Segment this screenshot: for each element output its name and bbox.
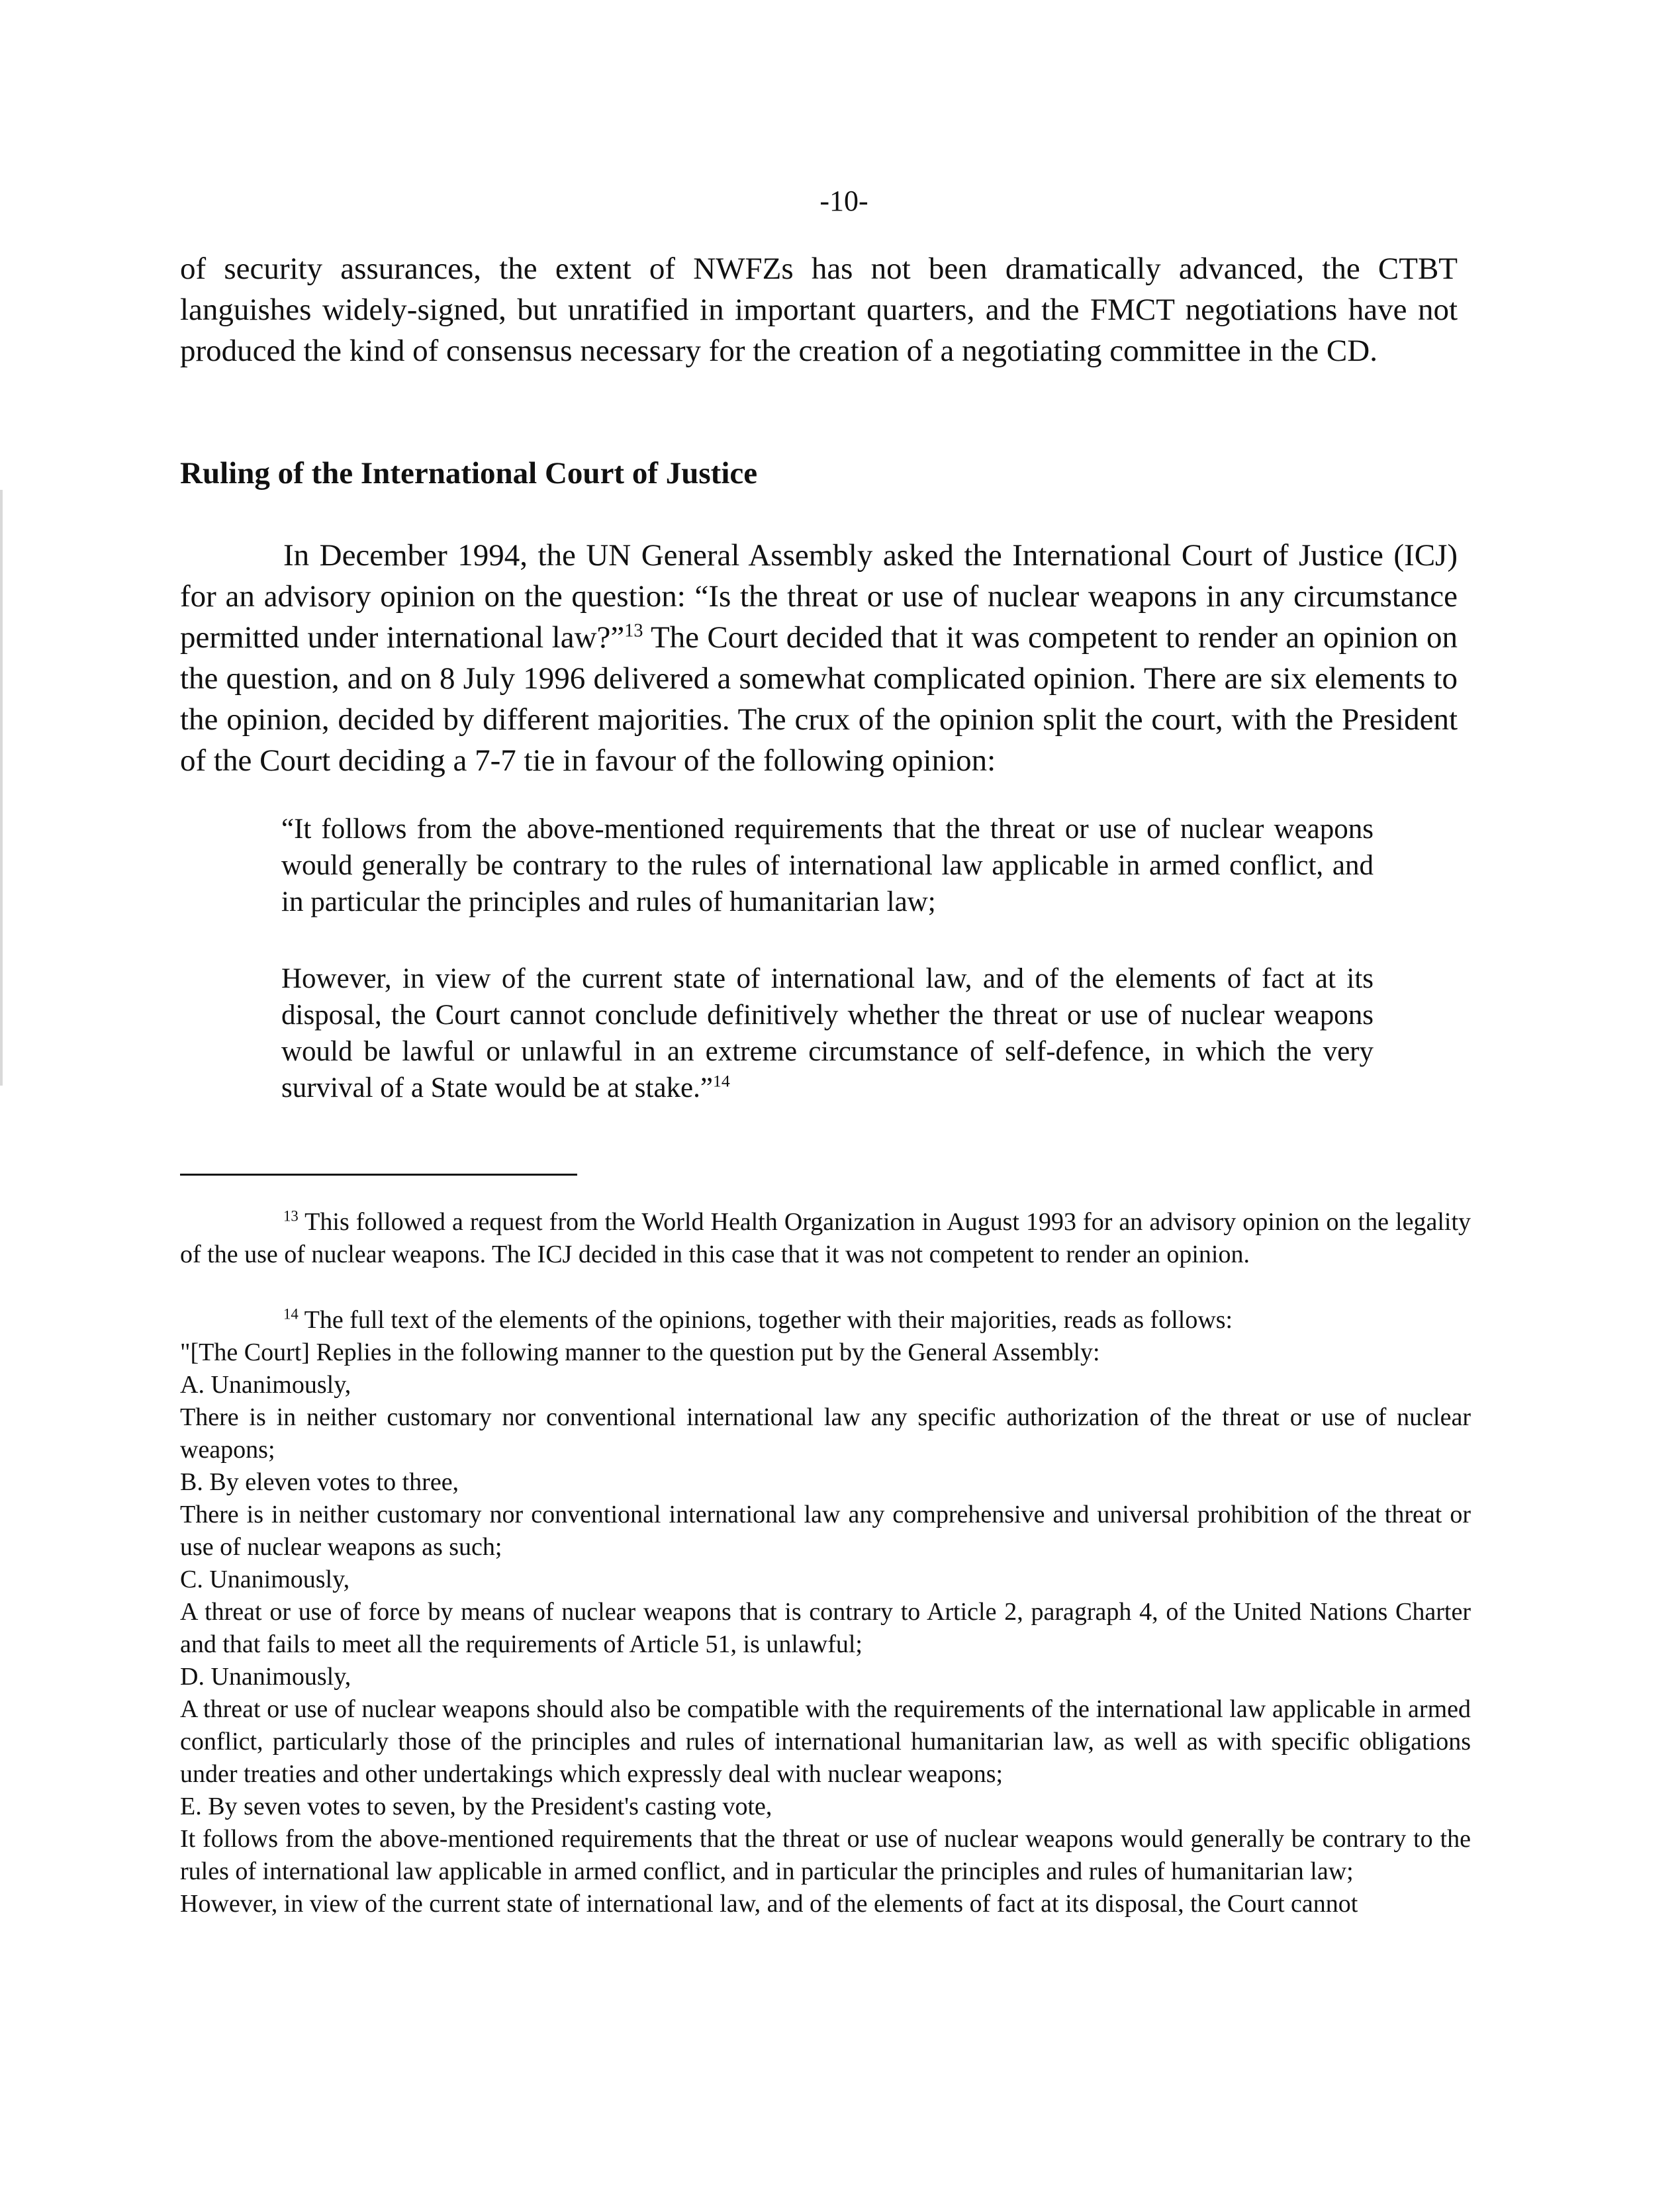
quote-text: However, in view of the current state of international law, and of the elements of fact at its disposal, the Court cannot conclude definitively whether the threat or use of nuclear weapons would be lawful or unlawful in an extreme circumstance of self-defence, in which the very survival of a State would be at stake.” — [281, 963, 1374, 1103]
footnote-line: "[The Court] Replies in the following manner to the question put by the General Assembly: — [180, 1338, 1100, 1366]
footnote-separator — [180, 1174, 577, 1176]
block-quote-paragraph — [281, 960, 1374, 1106]
footnote-line: D. Unanimously, — [180, 1663, 351, 1691]
footnote-line: A threat or use of nuclear weapons should also be compatible with the requirements of the international law applicable in armed conflict, particularly those of the principles and rules of international humanitarian law, as well as with specific obligations under treaties and other undertakings which expressly deal with nuclear weapons; — [180, 1695, 1471, 1788]
footnote-line: C. Unanimously, — [180, 1566, 350, 1593]
paragraph-continuation: of security assurances, the extent of NWFZs has not been dramatically advanced, the CTBT languishes widely-signed, but unratified in important quarters, and the FMCT negotiations have not produced the kind of consensus necessary for the creation of a negotiating committee in the CD. — [180, 252, 1458, 368]
block-quote-paragraph: “It follows from the above-mentioned requirements that the threat or use of nuclear weapons would generally be contrary to the rules of international law applicable in armed conflict, and in particular the principles and rules of humanitarian law; — [281, 814, 1374, 917]
footnote-marker: 14 — [283, 1305, 299, 1323]
paragraph-icj-request — [180, 535, 1458, 781]
footnote-line: There is in neither customary nor conventional international law any specific authorization of the threat or use of nuclear weapons; — [180, 1403, 1471, 1464]
footnote-line: E. By seven votes to seven, by the President's casting vote, — [180, 1793, 772, 1820]
footnote-line: A. Unanimously, — [180, 1371, 351, 1399]
paragraph-text: The Court decided that it was competent to render an opinion on the question, and on 8 July 1996 delivered a somewhat complicated opinion. There are six elements to the opinion, decided by different majorities. The crux of the opinion split the court, with the President of the Court deciding a 7-7 tie in favour of the following opinion: — [180, 620, 1458, 778]
footnote-text: The full text of the elements of the opinions, together with their majorities, reads as follows: — [298, 1306, 1233, 1334]
footnote-13 — [180, 1206, 1471, 1271]
footnote-marker: 13 — [283, 1207, 299, 1225]
paragraph-text: In December 1994, the UN General Assembly asked the International Court of Justice (ICJ) for an advisory opinion on the question: “Is the threat or use of nuclear weapons in any circumstance permitted under international law?” — [180, 538, 1458, 655]
footnote-reference-13[interactable]: 13 — [624, 620, 643, 641]
footnote-line: A threat or use of force by means of nuclear weapons that is contrary to Article 2, paragraph 4, of the United Nations Charter and that fails to meet all the requirements of Article 51, is unlawful; — [180, 1598, 1471, 1658]
footnote-line: It follows from the above-mentioned requirements that the threat or use of nuclear weapons would generally be contrary to the rules of international law applicable in armed conflict, and in particular the principles and rules of humanitarian law; — [180, 1825, 1471, 1885]
footnote-reference-14[interactable]: 14 — [712, 1071, 730, 1091]
footnote-line: There is in neither customary nor conventional international law any comprehensive and universal prohibition of the threat or use of nuclear weapons as such; — [180, 1501, 1471, 1561]
page-number: -10- — [819, 185, 868, 217]
footnote-intro — [180, 1304, 1471, 1336]
footnote-line: B. By eleven votes to three, — [180, 1468, 459, 1496]
scan-margin-shadow — [0, 490, 3, 1086]
footnote-14 — [180, 1304, 1471, 1920]
section-heading: Ruling of the International Court of Justice — [180, 456, 758, 491]
footnote-text: This followed a request from the World Health Organization in August 1993 for an advisory opinion on the legality of the use of nuclear weapons. The ICJ decided in this case that it was not competent to render an opinion. — [180, 1208, 1471, 1268]
footnote-line: However, in view of the current state of international law, and of the elements of fact at its disposal, the Court cannot — [180, 1890, 1358, 1918]
